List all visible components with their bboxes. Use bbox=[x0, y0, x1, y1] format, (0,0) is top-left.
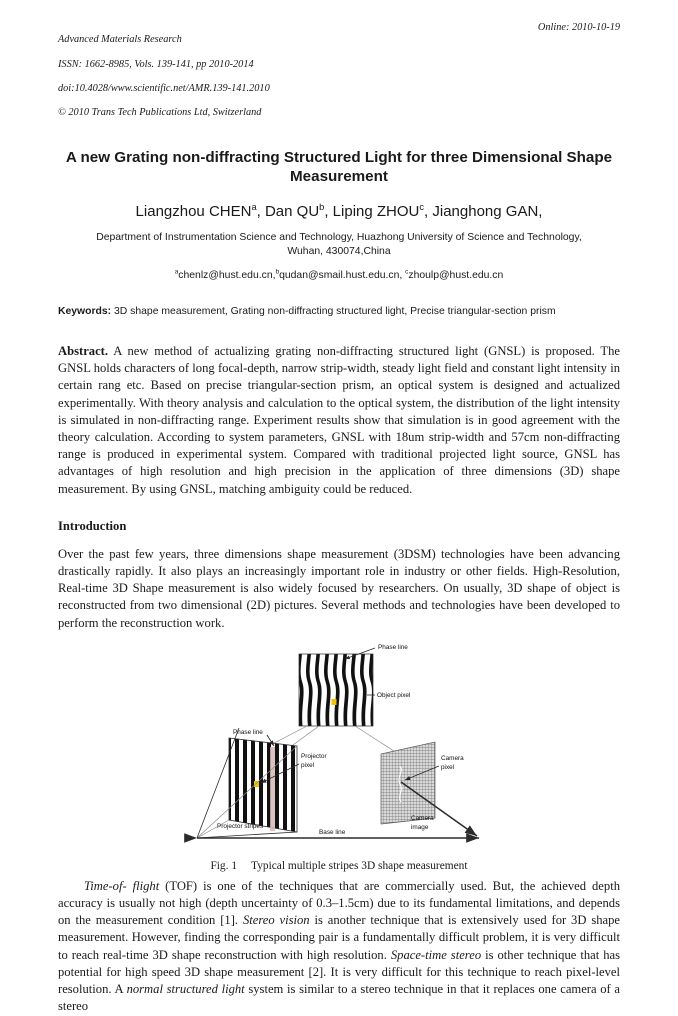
email-marker-2: b bbox=[275, 268, 280, 276]
author-sep-3: , bbox=[424, 202, 433, 220]
label-camera-image-line2: image bbox=[411, 823, 429, 831]
email-marker-3: c bbox=[405, 268, 409, 276]
label-projector-pixel-line2: pixel bbox=[301, 761, 315, 769]
journal-name: Advanced Materials Research bbox=[58, 34, 182, 46]
page-title: A new Grating non-diffracting Structured Light for three Dimensional Shape Measurement bbox=[65, 148, 613, 185]
figure-1-graphic bbox=[179, 642, 499, 857]
camera-plane bbox=[381, 742, 435, 824]
masthead-left bbox=[58, 22, 270, 132]
label-camera-image-line1: Camera bbox=[411, 814, 434, 822]
issn-line: ISSN: 1662-8985, Vols. 139-141, pp 2010-2014 bbox=[58, 58, 254, 70]
intro-p2-seg4: is another technique that is extensively used for 3D shape measurement. However, finding the corresponding pair is a fundamentally difficult problem, it is very difficult to reach real-time 3D shape reconstruction with high resolution. bbox=[58, 913, 621, 962]
label-phase-line-top: Phase line bbox=[378, 643, 408, 651]
author-list bbox=[58, 202, 620, 221]
intro-paragraph-1: Over the past few years, three dimensions shape measurement (3DSM) technologies have been advancing drastically rapidly. It also plays an increasingly important role in industry or other fields. High-Resolution, Real-time 3D Shape measurement is also widely focused by researchers. On usually, 3D shape of object is reconstructed from two dimensional (2D) pictures. Several methods and technologies have been developed to perform the reconstruction work. bbox=[58, 546, 620, 630]
intro-p2-seg6: is other technique that has potential for high speed 3D shape measurement [2]. It is very difficult for this technique to reach pixel-level resolution. A bbox=[58, 947, 620, 997]
author-affil-marker-1: a bbox=[251, 201, 257, 212]
term-normal-structured-light: normal structured light bbox=[126, 982, 245, 997]
intro-paragraph-2 bbox=[58, 878, 620, 1016]
author-name-4: Jianghong GAN, bbox=[432, 202, 543, 220]
email-address-1: chenlz@hust.edu.cn, bbox=[178, 269, 276, 281]
author-affil-marker-3: c bbox=[419, 201, 425, 212]
email-line bbox=[58, 269, 620, 283]
email-address-3: zhoulp@hust.edu.cn bbox=[408, 269, 504, 281]
figure-1-caption bbox=[58, 859, 620, 874]
label-camera-pixel-line1: Camera bbox=[441, 754, 464, 762]
keywords-block bbox=[58, 305, 620, 319]
term-time-of-flight: Time-of- flight bbox=[84, 878, 160, 893]
intro-p2-seg2: (TOF) is one of the techniques that are commercially used. But, the achieved depth accuracy is usually not high (depth uncertainty of 0.3–1.5cm) due to its fundamental limitations, and depends on the measurement condition [1]. bbox=[58, 878, 620, 928]
term-space-time-stereo: Space-time stereo bbox=[390, 947, 482, 962]
term-stereo-vision: Stereo vision bbox=[242, 913, 310, 928]
label-projector-stripes: Projector stripes bbox=[217, 822, 264, 830]
online-date: Online: 2010-10-19 bbox=[537, 22, 620, 33]
author-name-1: Liangzhou CHEN bbox=[135, 202, 252, 220]
keywords-text: 3D shape measurement, Grating non-diffracting structured light, Precise triangular-section prism bbox=[111, 305, 556, 317]
copyright-line: © 2010 Trans Tech Publications Ltd, Switzerland bbox=[58, 107, 262, 119]
abstract-label: Abstract. bbox=[58, 344, 109, 359]
figure-1-number: Fig. 1 bbox=[210, 859, 238, 872]
label-base-line: Base line bbox=[319, 828, 346, 836]
abstract-text: A new method of actualizing grating non-diffracting structured light (GNSL) is proposed. The GNSL holds characters of long focal-depth, narrow strip-width, steady light field and constant light intensity in certain rang etc. Based on precise triangular-section prism, an optical system is designed and actualized experimentally. With theory analysis and calculation to the optical system, the distribution of the light intensity is simulated in non-diffracting range. Experiment results show that simulation is in good agreement with the theory calculation. According to system parameters, GNSL with 18um strip-width and 57cm non-diffracting range is produced in experimental system. Compared with traditional projected light source, GNSL has advantages of high resolution and high precision in the application of three dimensions (3D) shape measurement. By using GNSL, matching ambiguity could be reduced. bbox=[58, 344, 620, 496]
email-address-2: qudan@smail.hust.edu.cn, bbox=[279, 269, 406, 281]
object-phase-image bbox=[299, 654, 373, 726]
author-sep-2: , bbox=[324, 202, 333, 220]
affiliation: Department of Instrumentation Science and Technology, Huazhong University of Science and Technology, Wuhan, 430074,China bbox=[96, 231, 582, 258]
keywords-label: Keywords: bbox=[58, 305, 112, 317]
figure-1-caption-text: Typical multiple stripes 3D shape measurement bbox=[251, 859, 468, 872]
label-camera-pixel-line2: pixel bbox=[441, 763, 455, 771]
masthead bbox=[58, 22, 620, 132]
figure-1 bbox=[58, 642, 620, 874]
abstract-block bbox=[58, 343, 620, 498]
author-name-2: Dan QU bbox=[264, 202, 320, 220]
projector-plane bbox=[229, 738, 297, 832]
label-phase-line-left: Phase line bbox=[233, 728, 263, 736]
author-name-3: Liping ZHOU bbox=[332, 202, 420, 220]
label-object-pixel: Object pixel bbox=[377, 691, 411, 699]
author-affil-marker-2: b bbox=[319, 201, 325, 212]
author-sep-1: , bbox=[256, 202, 265, 220]
label-projector-pixel-line1: Projector bbox=[301, 752, 327, 760]
figure-1-svg bbox=[179, 642, 499, 857]
email-marker-1: a bbox=[174, 268, 179, 276]
doi-line: doi:10.4028/www.scientific.net/AMR.139-141.2010 bbox=[58, 83, 270, 95]
section-heading-introduction: Introduction bbox=[58, 518, 127, 533]
intro-p2-seg8: system is similar to a stereo technique in that it replaces one camera of a stereo bbox=[58, 982, 620, 1014]
